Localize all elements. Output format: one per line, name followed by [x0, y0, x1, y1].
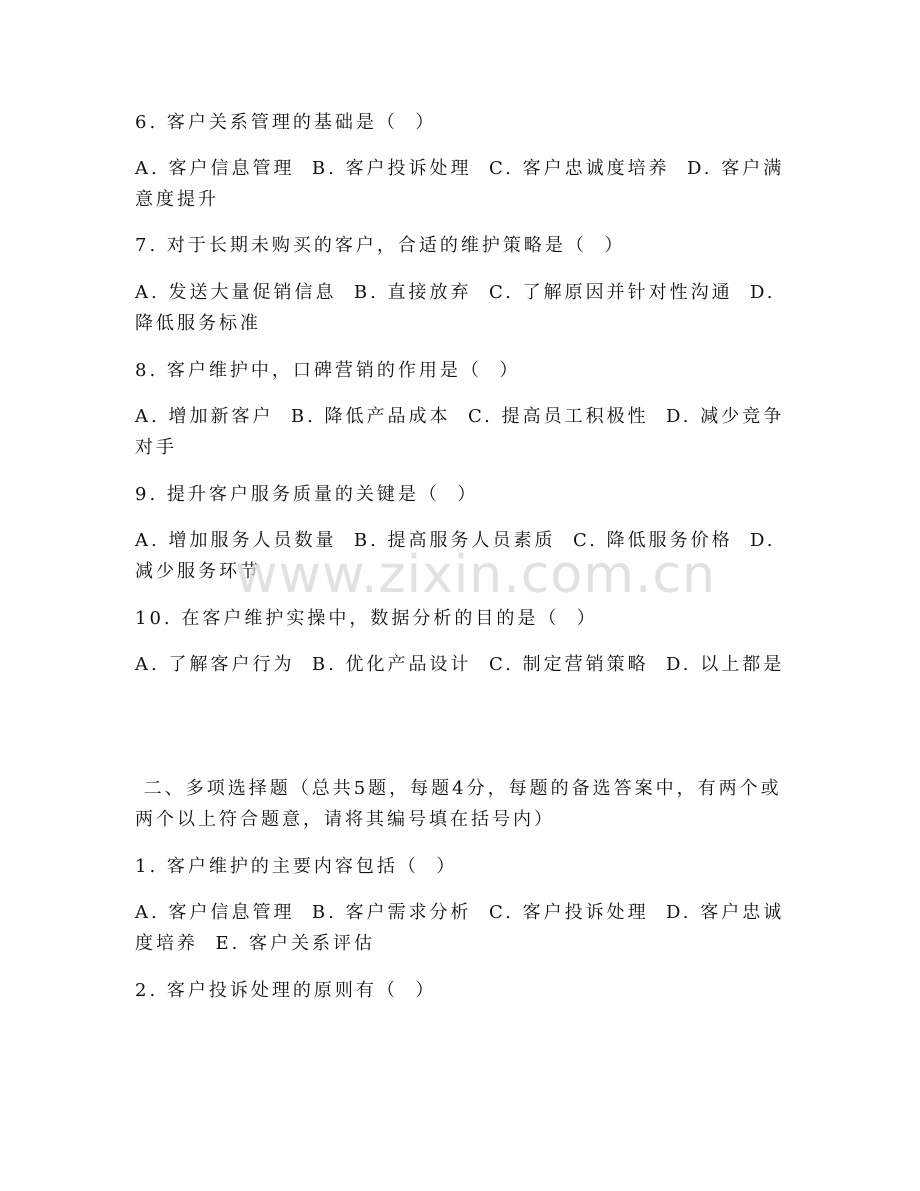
- question-9: 9. 提升客户服务质量的关键是（ ）: [135, 484, 479, 505]
- question-7: 7. 对于长期未购买的客户，合适的维护策略是（ ）: [135, 235, 626, 256]
- question-6-options: A. 客户信息管理 B. 客户投诉处理 C. 客户忠诚度培养 D. 客户满意度提升: [135, 158, 785, 210]
- section-2-heading: 二、多项选择题（总共5题，每题4分，每题的备选答案中，有两个或两个以上符合题意，请将其编号填在括号内）: [135, 778, 782, 830]
- question-9-options: A. 增加服务人员数量 B. 提高服务人员素质 C. 降低服务价格 D. 减少服务环节: [135, 530, 785, 582]
- question-6: 6. 客户关系管理的基础是（ ）: [135, 112, 437, 133]
- question-7-options: A. 发送大量促销信息 B. 直接放弃 C. 了解原因并针对性沟通 D. 降低服务标准: [135, 282, 785, 334]
- question-8: 8. 客户维护中，口碑营销的作用是（ ）: [135, 360, 521, 381]
- question-10: 10. 在客户维护实操中，数据分析的目的是（ ）: [135, 608, 598, 629]
- multi-question-1: 1. 客户维护的主要内容包括（ ）: [135, 856, 458, 877]
- multi-question-2: 2. 客户投诉处理的原则有（ ）: [135, 980, 437, 1001]
- watermark: www.zixin.com.cn: [235, 545, 716, 605]
- question-8-options: A. 增加新客户 B. 降低产品成本 C. 提高员工积极性 D. 减少竞争对手: [135, 406, 785, 458]
- question-10-options: A. 了解客户行为 B. 优化产品设计 C. 制定营销策略 D. 以上都是: [135, 654, 785, 675]
- multi-question-1-options: A. 客户信息管理 B. 客户需求分析 C. 客户投诉处理 D. 客户忠诚度培养 E. 客户关系评估: [135, 902, 785, 954]
